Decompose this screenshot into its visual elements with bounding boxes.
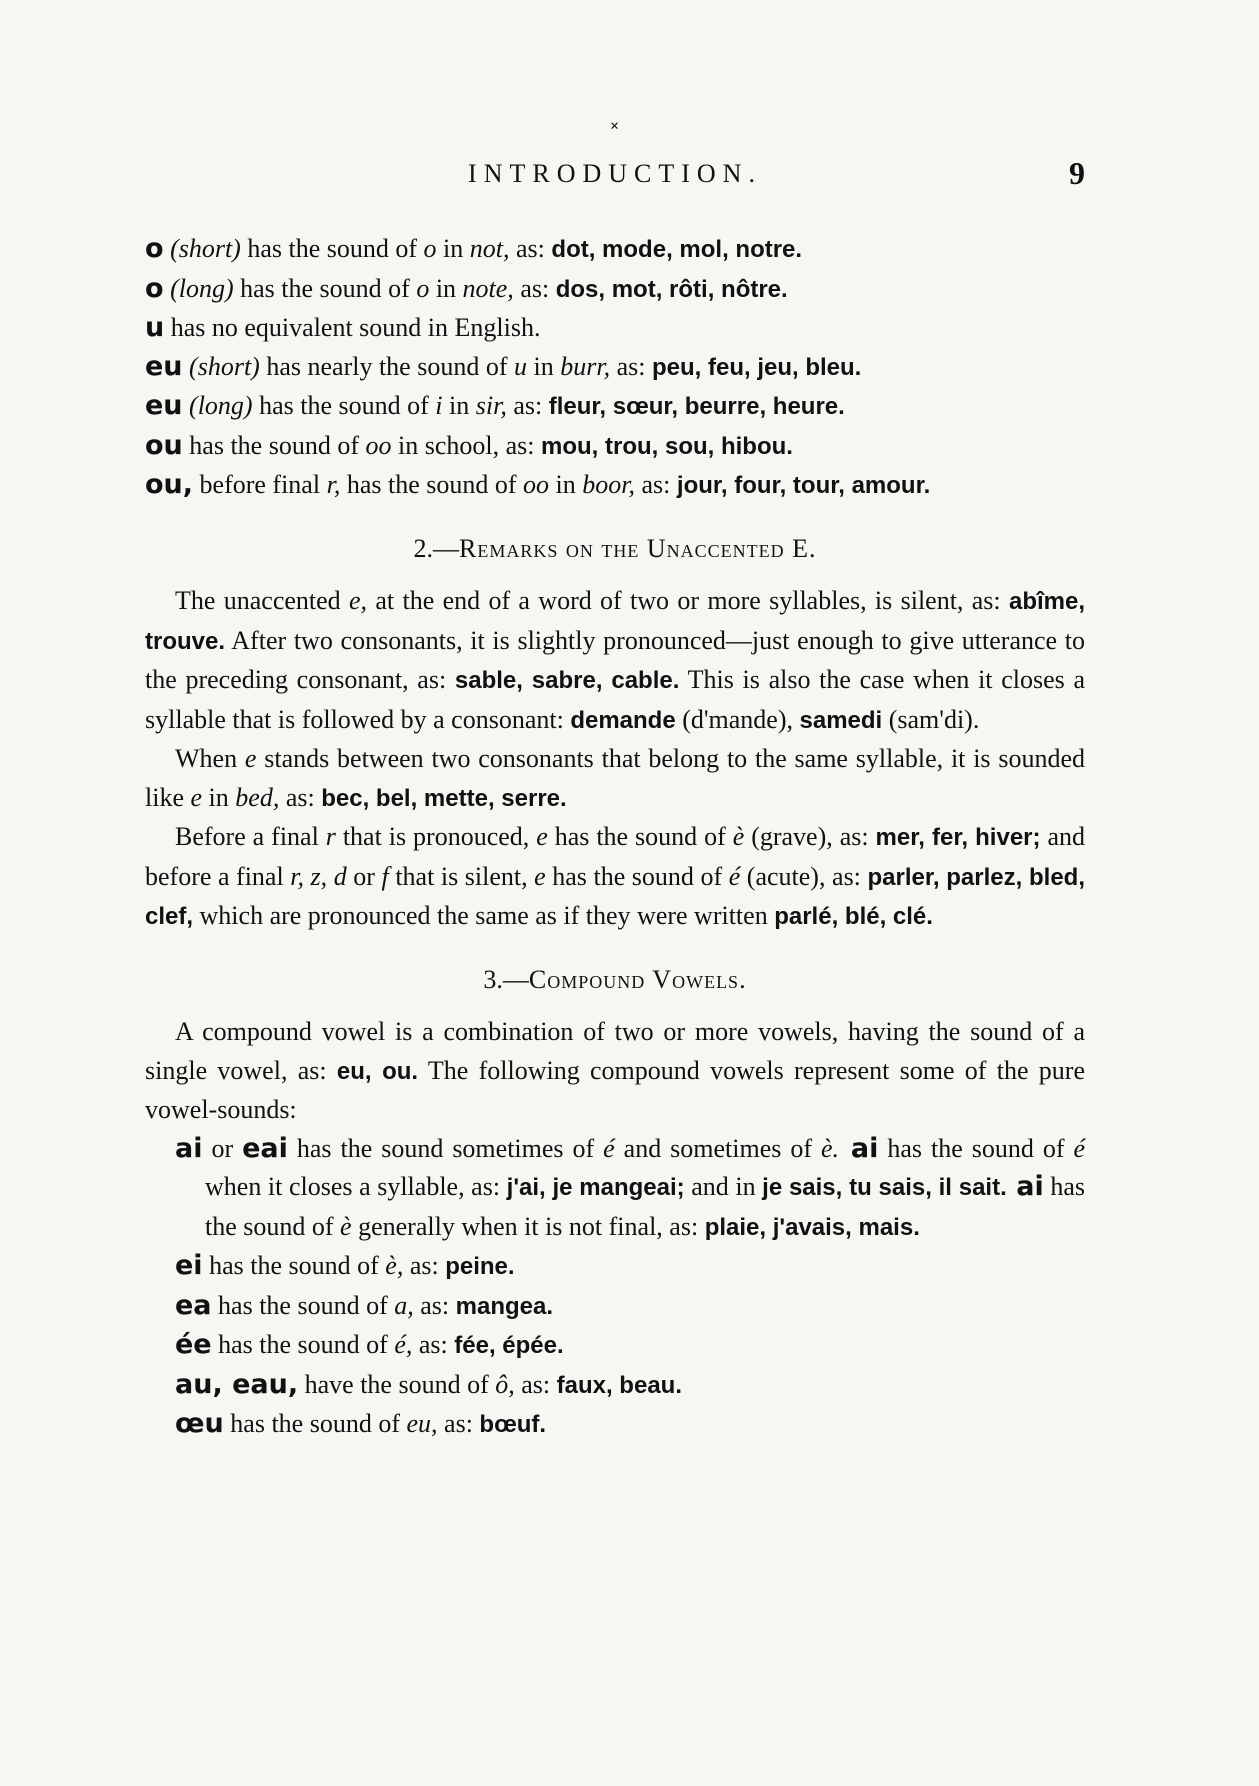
printer-mark: × — [610, 118, 620, 135]
paragraph-compound-vowel-definition: A compound vowel is a combination of two or more vowels, having the sound of a single vowel, as: eu, ou. The following compound vowels represent some of the pure vowel-sounds: — [145, 1017, 1085, 1124]
page-number: 9 — [1069, 155, 1085, 191]
vowel-entry-ou: ou has the sound of oo in school, as: mou, trou, sou, hibou. — [145, 429, 793, 461]
vowel-entry-ei: ei has the sound of è, as: peine. — [175, 1250, 515, 1281]
vowel-entry-ea: ea has the sound of a, as: mangea. — [175, 1289, 554, 1321]
vowel-entry-ai: ai or eai has the sound sometimes of é and sometimes of è. ai has the sound of é when it closes a syllable, as: j'ai, je mangeai; and in je sais, tu sais, il sait. ai has the sound of è generally when it is not final, as: plaie, j'avais, mais. — [175, 1132, 1085, 1241]
paragraph-e-before-final-r: Before a final r that is pronouced, e has the sound of è (grave), as: mer, fer, hiver; and before a final r, z, d or f that is silent, e has the sound of é (acute), as: parler, parlez, bled, clef, which are pronounced the same as if they were written parlé, blé, clé. — [145, 822, 1086, 930]
vowel-entry-oeu: œu has the sound of eu, as: bœuf. — [175, 1408, 547, 1439]
running-title: INTRODUCTION. — [468, 159, 762, 188]
vowel-entry-o-long: o (long) has the sound of o in note, as: dos, mot, rôti, nôtre. — [145, 272, 788, 304]
running-head — [145, 155, 1085, 195]
vowel-entry-u: u has no equivalent sound in English. — [145, 312, 541, 343]
vowel-entry-ou-final-r: ou, before final r, has the sound of oo in boor, as: jour, four, tour, amour. — [145, 469, 931, 500]
vowel-entry-ee: ée has the sound of é, as: fée, épée. — [175, 1329, 564, 1360]
vowel-entry-au-eau: au, eau, have the sound of ô, as: faux, beau. — [175, 1368, 682, 1400]
vowel-entry-eu-short: eu (short) has nearly the sound of u in burr, as: peu, feu, jeu, bleu. — [145, 350, 862, 382]
paragraph-unaccented-e: The unaccented e, at the end of a word of two or more syllables, is silent, as: abîme, trouve. After two consonants, it is slightly pronounced—just enough to give utterance to the preceding consonant, as: sable, sabre, cable. This is also the case when it closes a syllable that is followed by a consonant: demande (d'mande), samedi (sam'di). — [145, 586, 1086, 734]
paragraph-e-between-consonants: When e stands between two consonants that belong to the same syllable, it is sounded like e in bed, as: bec, bel, mette, serre. — [145, 744, 1085, 812]
body-text — [145, 230, 1085, 1445]
section-heading-unaccented-e: 2.—Remarks on the Unaccented E. — [413, 533, 817, 563]
section-heading-compound-vowels: 3.—Compound Vowels. — [483, 964, 747, 994]
vowel-entry-eu-long: eu (long) has the sound of i in sir, as: fleur, sœur, beurre, heure. — [145, 390, 845, 421]
vowel-entry-o-short: o (short) has the sound of o in not, as: dot, mode, mol, notre. — [145, 233, 803, 264]
